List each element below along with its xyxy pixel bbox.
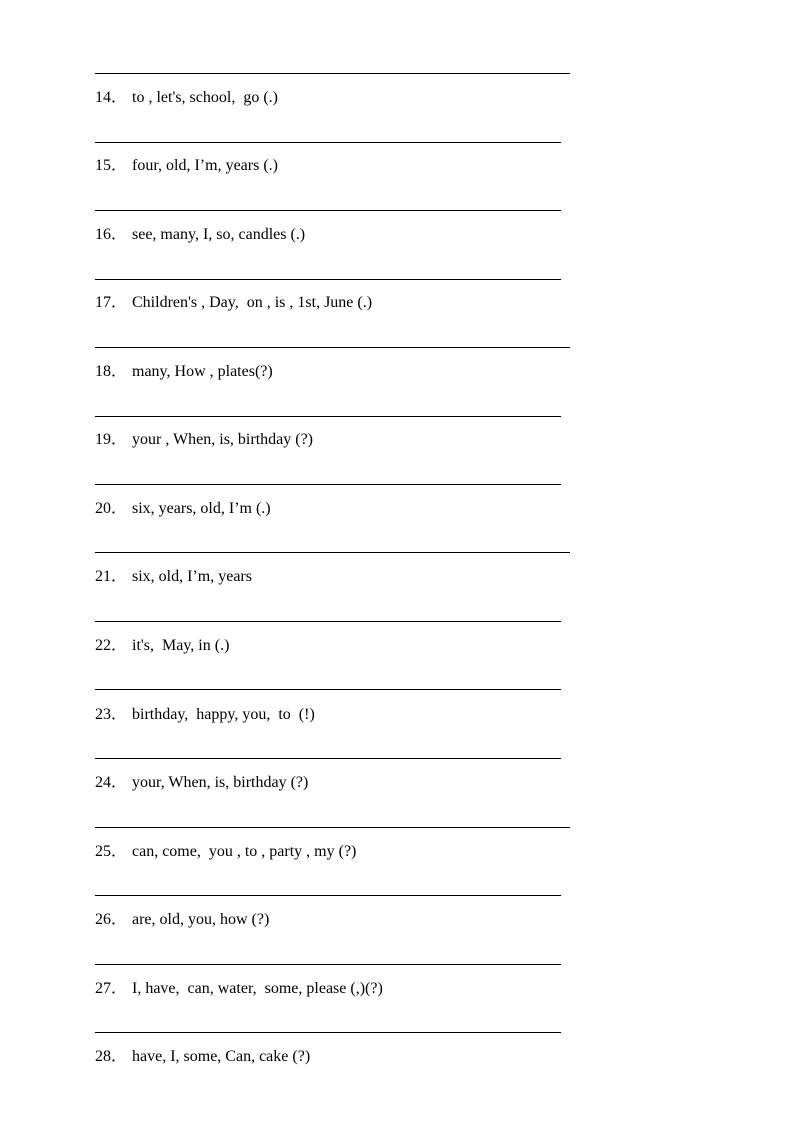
question-number: 16． [95,226,128,243]
question-number: 25． [95,843,128,860]
question-number: 27． [95,980,128,997]
question-23 [95,704,315,726]
question-15 [95,155,278,177]
answer-line-14 [95,142,561,143]
question-text: can, come, you , to , party , my (?) [132,843,357,860]
question-number: 14． [95,89,128,106]
question-number: 28． [95,1048,128,1065]
question-text: I, have, can, water, some, please (,)(?) [132,980,383,997]
answer-line-13 [95,73,570,74]
question-text: Children's , Day, on , is , 1st, June (.) [132,294,373,311]
question-text: it's, May, in (.) [132,637,230,654]
answer-line-19 [95,484,561,485]
question-14 [95,87,278,109]
question-number: 17． [95,294,128,311]
question-text: are, old, you, how (?) [132,911,270,928]
question-number: 21． [95,568,128,585]
question-number: 15． [95,157,128,174]
answer-line-17 [95,347,570,348]
question-number: 22． [95,637,128,654]
question-24 [95,772,308,794]
question-text: six, old, I’m, years [132,568,252,585]
question-18 [95,361,273,383]
question-text: have, I, some, Can, cake (?) [132,1048,311,1065]
question-16 [95,224,305,246]
question-number: 23． [95,706,128,723]
question-text: birthday, happy, you, to (!) [132,706,315,723]
question-text: to , let's, school, go (.) [132,89,278,106]
question-text: four, old, I’m, years (.) [132,157,278,174]
answer-line-15 [95,210,561,211]
question-19 [95,429,313,451]
answer-line-27 [95,1032,561,1033]
question-number: 19． [95,431,128,448]
question-number: 24． [95,774,128,791]
question-17 [95,292,372,314]
answer-line-20 [95,552,570,553]
question-number: 18． [95,363,128,380]
question-20 [95,498,271,520]
question-text: see, many, I, so, candles (.) [132,226,306,243]
answer-line-24 [95,827,570,828]
question-text: your , When, is, birthday (?) [132,431,313,448]
answer-line-25 [95,895,561,896]
answer-line-18 [95,416,561,417]
question-26 [95,909,269,931]
question-number: 26． [95,911,128,928]
answer-line-21 [95,621,561,622]
question-text: your, When, is, birthday (?) [132,774,309,791]
question-28 [95,1046,310,1068]
question-number: 20． [95,500,128,517]
question-21 [95,566,252,588]
answer-line-22 [95,689,561,690]
answer-line-16 [95,279,561,280]
question-text: many, How , plates(?) [132,363,273,380]
question-27 [95,978,383,1000]
answer-line-23 [95,758,561,759]
question-text: six, years, old, I’m (.) [132,500,271,517]
question-25 [95,841,356,863]
question-22 [95,635,229,657]
answer-line-26 [95,964,561,965]
